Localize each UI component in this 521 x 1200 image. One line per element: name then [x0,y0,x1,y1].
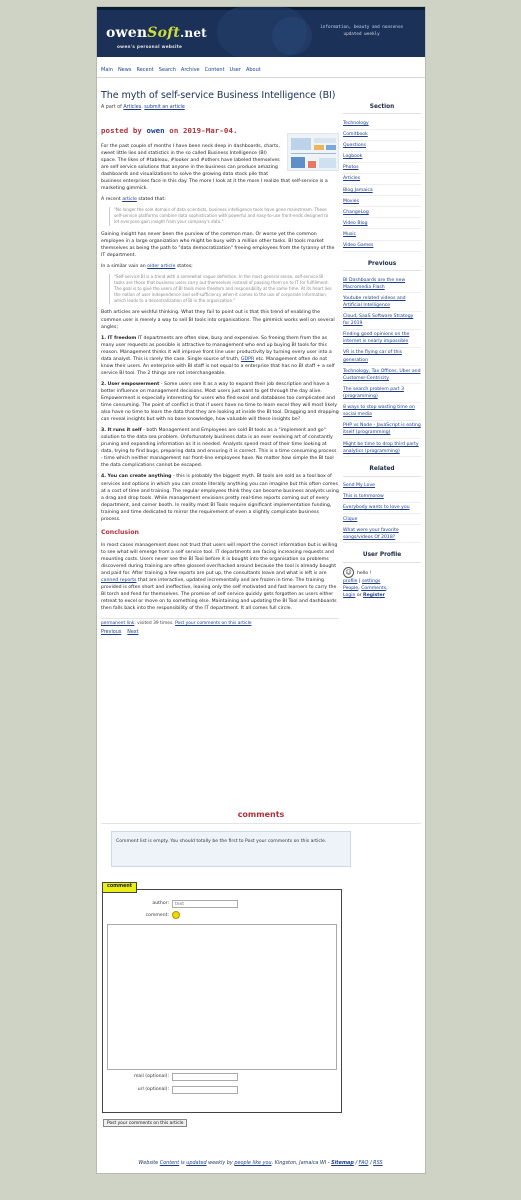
quote-1: "No longer the sole domain of data scientists, business intelligence tools have gone mainstream. These self-service platforms combine data sophistication with powerful and easy-to-use front-ends designed to let everyone gain insight from your company's data." [109,207,333,225]
post-date: 2019-Mar-04 [182,126,233,136]
conclusion-text-b: that are interactive, updated incrementally and are frozen in time. The training provided is often short and ineffective, leaving only the self motivated and fast learners to carry the BI torch and fend for themselves. The promise of self service quickly gets forgotten as users either retreat to excel or move on to something else. Maintaining and updating the BI Tool and dashboards then falls back into the responsibility of the IT department. It all comes full circle. [101,578,337,612]
articles-link[interactable]: Articles [123,105,142,111]
older-article-link[interactable]: older article [147,263,176,269]
paragraph-older [101,263,339,270]
prev-next-nav [101,630,339,637]
profile-title: User Profile [343,551,421,562]
url-input[interactable] [172,1086,238,1094]
separator: | [358,578,361,584]
list-item [343,141,421,152]
item1-text-b: etc. Management often do not know their users. An enterprise with BI staff is not equal to a enterprise that has no BI staff + a self service BI tool. The 2 things are not interchangeable. [101,356,335,376]
item1-text-a: IT departments are often slow, busy and expensive. So freeing them from the as many user requests as possible is attractive to management who end up buying BI tools for this reason. Management thinks it will improve front line user productivity by turning every user into a data analyst. This is rarely the case. Single source of truth, [101,335,332,362]
list-item [343,330,421,348]
older-prefix: In a similar vain an [101,263,146,269]
comma: , [358,586,360,592]
section-link[interactable]: Photos [343,165,359,171]
item2-heading: User empowerment [107,381,160,387]
list-item [343,492,421,503]
nav-content[interactable]: Content [204,67,225,73]
previous-article-link[interactable]: Finding good opinions on the internet is nearly impossible [343,332,410,345]
list-item [343,439,421,457]
article-title: The myth of self-service Business Intelligence (BI) [101,90,336,101]
list-item [343,481,421,492]
conclusion-text-a: In most cases management does not trust that users will report the correct information but is willing to see what will emerge from a self service tool. IT departments are facing increasing requests and mounting costs. Users never see the BI Tool before it is bought into the organisation so problems discovered during training are often glossed over/hacked around because the tool is already bought and paid for. After training a few reports are put up, the consultants leave and what is left is are [101,542,338,576]
previous-article-link[interactable]: PHP vs Node - JavaScript is eating itself (programming) [343,423,421,436]
settings-link[interactable]: settings [362,578,381,584]
footer-slash: / [369,1160,372,1166]
paragraph-wishful: Both articles are wishful thinking. What they fail to point out is that this trend of enabling the common user is merely a way to sell BI tools into organisations. The gimmick works well on several angles; [101,310,335,330]
item3-text: - both Management and Employees are sold BI tools as a "implement and go" solution to the data sea problem. Unfortunately business data is an ever evolving art of constantly pruning and expanding information as it is needed. Analysts spend most of their time looking at data, trying to find bugs, preparing data and ensuring it is correct. This is a time consuming process - time which neither management nor front-line employees have. No matter how simple the BI tool the data complications cannot be escaped. [101,428,337,469]
login-link[interactable]: Login [343,593,356,599]
list-item [101,381,339,423]
paragraph-insight: Gaining insight has never been the purview of the common man. Or worse yet the common employee in a large organization who might be busy with a million other tasks. BI tools market themselves as being the path to "data democratization" freeing employees from the tyranny of the IT department. [101,231,335,258]
list-item [343,163,421,174]
section-link[interactable]: Technology [343,120,369,126]
article-main [101,91,339,637]
comment-form [102,884,342,1113]
footer-is: is [180,1160,185,1166]
section-link[interactable]: Articles [343,176,361,182]
item1-heading: IT freedom [107,335,137,341]
list-item [101,427,339,469]
section-link[interactable]: Logbook [343,154,363,160]
section-list [343,118,421,251]
related-link[interactable]: Send My Love [343,483,376,489]
list-item [343,403,421,421]
previous-title: Previous [343,260,421,271]
people-link[interactable]: People [343,586,359,592]
section-box [343,103,421,252]
previous-article-link[interactable]: BI Dashboards are the new Macromedia Flash [343,277,406,290]
related-link[interactable]: This is tommorow [343,494,384,500]
list-item [343,514,421,525]
comments-divider [101,823,421,824]
previous-article-link[interactable]: Technology, Tax Offices, Uber and Customer-Centricity [343,368,421,381]
canned-reports-link[interactable]: canned reports [101,578,137,584]
list-item [343,421,421,439]
comments-heading: comments [237,810,285,819]
posted-line: posted by owen on 2019-Mar-04. [101,126,238,136]
footer-website: Website [138,1160,159,1166]
page-container [96,6,426,1174]
permalink-row [101,618,339,627]
list-item [101,473,339,522]
site-subtitle: owen's personal website [117,44,183,49]
related-link[interactable]: Everybody wants to love you [343,505,410,511]
mail-label: mail (optional): [133,1074,169,1079]
empty-comments-notice: Comment list is empty. You should totally be the first to Post your comments on this article. [111,831,351,867]
nav-search[interactable]: Search [158,67,176,73]
paragraph-intro: For the past couple of months I have been neck deep in dashboards, charts, sweet little lies and statistics in the so called Business Intelligence (BI) space. The likes of #tableau, #looker and #others have labeled themselves are self service solutions that anyone in the business can produce amazing dashboards and visualizations to solve the growing data stock pile that business enterprises face in this day. The more I look at it the more I realize that self-service is a marketing gimmick. [101,143,328,192]
related-link[interactable]: What were your favorite songs/videos Of 2018? [343,527,399,540]
previous-article-link[interactable]: VR is the flying car of this generation [343,350,403,363]
section-link[interactable]: Video Blog [343,220,368,226]
banner-glow-secondary [272,17,312,55]
site-logo[interactable] [106,23,207,43]
footer-rss-link[interactable]: RSS [373,1160,383,1166]
list-item [343,293,421,311]
item3-heading: It runs it self [107,428,142,434]
related-title: Related [343,465,421,476]
posted-by-text: posted by [101,126,142,136]
list-item [343,174,421,185]
section-link[interactable]: Blog Jamaica [343,187,373,193]
footer-people-link[interactable]: people like you [234,1160,272,1166]
sidebar [343,103,421,608]
section-link[interactable]: Movies [343,198,359,204]
author-label: author: [152,901,169,906]
previous-article-link[interactable]: Might be time to drop third party analytics (programming) [343,441,419,454]
list-item [101,335,339,377]
nav-user[interactable]: User [229,67,241,73]
nav-news[interactable]: News [117,67,132,73]
post-comment-button[interactable]: Post your comments on this article [103,1119,187,1127]
user-profile-box [343,551,421,599]
hello-text: hello ! [357,570,372,576]
list-item [343,525,421,543]
quote-2: "Self-service BI is a trend with a somewhat vague definition. In the most general sense, self-service BI tasks are those that business users carry out themselves instead of passing them on to IT for fulfillment. The goal is to give the users of BI tools more freedom and responsibility at the same time. At its heart lies the notion of user independence and self-sufficiency when it comes to the use of corporate information, which leads to a decentralization of BI in the organization." [109,274,333,305]
item4-number: 4. [101,474,107,480]
item4-heading: You can create anything [107,474,172,480]
recent-article-link[interactable]: article [122,197,137,203]
previous-link[interactable]: Previous [101,629,122,635]
posted-on-text: on [169,126,179,136]
previous-list [343,275,421,457]
list-item [343,196,421,207]
section-link[interactable]: Comitbook [343,132,368,137]
previous-article-link[interactable]: Cloud, SaaS Software Strategy for 2019 [343,314,414,327]
comma: , [386,586,388,592]
item2-number: 2. [101,381,107,387]
section-link[interactable]: Video Games [343,243,374,249]
site-tagline [320,25,403,39]
nav-divider [97,77,425,78]
list-item [343,207,421,218]
profile-content [343,567,421,600]
nav-main[interactable]: Main [101,67,113,73]
comment-label: comment: [145,913,169,918]
list-item [343,503,421,514]
item1-number: 1. [101,335,107,341]
url-label: url (optional): [137,1087,169,1092]
gimmick-list [101,335,339,523]
footer-content-link[interactable]: Content [159,1160,180,1166]
comment-textarea[interactable] [107,924,337,1070]
section-link[interactable]: Questions [343,143,366,149]
logo-soft: Soft [147,25,181,41]
footer-faq-link[interactable]: FAQ [358,1160,369,1166]
nav-archive[interactable]: Archive [180,67,200,73]
comment-legend: comment [102,882,137,893]
footer-dash: - [327,1160,330,1166]
list-item [343,312,421,330]
footer-slash: / [355,1160,358,1166]
section-link[interactable]: Music [343,231,357,237]
post-comments-link[interactable]: Post your comments on this article [175,621,252,627]
list-item [343,366,421,384]
site-footer [0,1160,521,1167]
register-link[interactable]: Register [363,593,385,599]
previous-box [343,260,421,458]
tagline-line-2: updated weekly [343,31,380,37]
paragraph-recent [101,196,339,203]
or-text: or [356,593,362,599]
logo-owen: owen [106,25,148,41]
footer-weekly-by: weekly by [208,1160,233,1166]
previous-article-link[interactable]: 8 ways to stop wasting time on social media [343,405,415,418]
conclusion-heading: Conclusion [101,528,139,536]
mail-input[interactable] [172,1073,238,1081]
profile-link[interactable]: profile [343,578,358,584]
section-title: Section [343,103,421,114]
item4-text: - this is probably the biggest myth. BI tools are sold as a tool box of services and options in which you can create literally anything you can imagine but this often comes at a cost of time and training. The regular employees think they can become business analysts using a drag and drop tools. While management envisions pretty real-time reports coming out of every department, and corner booth. In reality most BI Tools require significant implementation funding, training and time dedicated to mirror the requirement of even a slightly complicate business process. [101,474,339,522]
recent-prefix: A recent [101,197,121,203]
article-body [101,143,339,613]
main-nav [101,67,266,74]
submit-article-link[interactable]: submit an article [144,105,185,111]
item2-text: - Some users see it as a way to expand their job description and have a better influence on management decisions. Most users just want to get through the day alive. Empowerment is especially interesting for users who find excel and databases too complicated and time consuming. The point of conflict is that if users have no time to learn excel they will most likely also have no time to learn the data that they are looking at inside the BI tool. Dragging and dropping can reveal insights but with no base knowledge, how valuable will these insights be? [101,381,339,423]
list-item [343,275,421,293]
footer-sitemap-link[interactable]: Sitemap [331,1160,354,1166]
tagline-line-1: information, beauty and nonsense [320,25,403,30]
list-item [343,241,421,252]
footer-location: . Kingston, Jamaica WI [271,1160,327,1166]
author-input[interactable]: text [172,900,238,908]
list-item [343,348,421,366]
list-item [343,185,421,196]
previous-article-link[interactable]: The search problem part 3 (programming) [343,386,404,400]
nav-recent[interactable]: Recent [136,67,154,73]
footer-updated-link[interactable]: updated [186,1160,207,1166]
previous-article-link[interactable]: Youtube related videos and Artificial Intelligence [343,295,406,308]
item3-number: 3. [101,428,107,434]
comments-link[interactable]: Comments [361,586,387,592]
section-link[interactable]: ChangeLog [343,209,369,215]
nav-about[interactable]: About [245,67,261,73]
recent-suffix: stated that: [138,197,166,203]
list-item [343,229,421,240]
smiley-avatar-icon: ☺ [343,567,354,578]
gdpr-link[interactable]: GDPR [240,356,255,362]
visit-count: . visited 39 times. [134,621,174,627]
related-link[interactable]: Clique [343,516,358,522]
dashboard-thumbnail [287,133,339,171]
older-suffix: states; [176,263,193,269]
related-box [343,465,421,543]
article-category: A part of Articles. submit an article [101,105,185,111]
header-banner [97,7,425,57]
partof-prefix: A part of [101,105,122,111]
author-link[interactable]: owen [146,126,165,136]
permanent-link[interactable]: permanent link [101,621,135,627]
next-link[interactable]: Next [127,629,139,635]
paragraph-conclusion [101,542,339,612]
list-item [343,384,421,402]
list-item [343,118,421,129]
emoticon-icon[interactable] [172,911,180,919]
list-item [343,218,421,229]
related-list [343,481,421,544]
list-item [343,130,421,141]
list-item [343,152,421,163]
logo-net: .net [180,26,207,40]
